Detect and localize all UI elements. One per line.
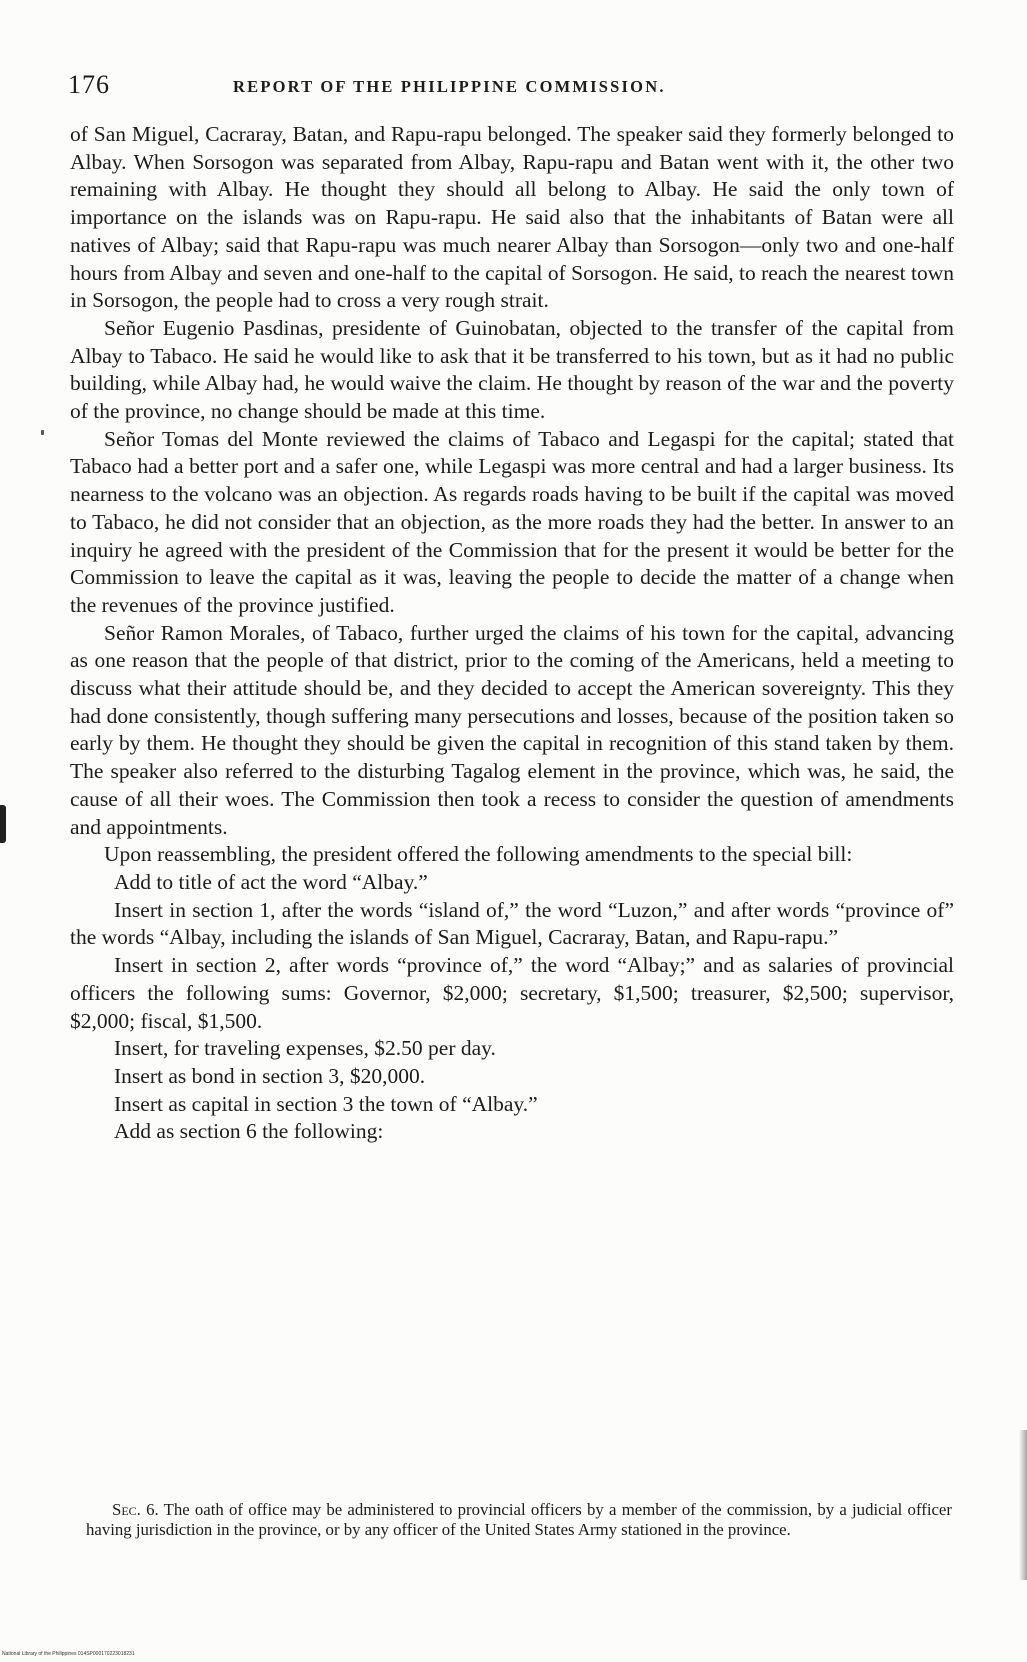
scan-edge-shadow: [1019, 1430, 1027, 1580]
library-stamp: National Library of the Philippines 014SP000170223018231: [2, 1651, 135, 1657]
quoted-section-6: [86, 1500, 952, 1540]
paragraph-del-monte: Señor Tomas del Monte reviewed the claims of Tabaco and Legaspi for the capital; stated that Tabaco had a better port and a safer one, while Legaspi was more central and had a larger business. Its nearness to the volcano was an objection. As regards roads having to be built if the capital was moved to Tabaco, he did not consider that an objection, as the more roads they had the better. In answer to an inquiry he agreed with the president of the Commission that for the present it would be better for the Commission to leave the capital as it was, leaving the people to decide the matter of a change when the revenues of the province justified.: [70, 426, 954, 617]
quoted-section-text: [86, 1500, 952, 1540]
paragraph-continuation: of San Miguel, Cacraray, Batan, and Rapu-rapu belonged. The speaker said they formerly belonged to Albay. When Sorsogon was separated from Albay, Rapu-rapu and Batan went with it, the other two remaining with Albay. He thought they should all belong to Albay. He said the only town of importance on the islands was on Rapu-rapu. He said also that the inhabitants of Batan were all natives of Albay; said that Rapu-rapu was much nearer Albay than Sorsogon—only two and one-half hours from Albay and seven and one-half to the capital of Sorsogon. He said, to reach the nearest town in Sorsogon, the people had to cross a very rough strait.: [70, 122, 954, 313]
amendment-capital: Insert as capital in section 3 the town of “Albay.”: [114, 1091, 538, 1116]
amendment-section-2: Insert in section 2, after words “province of,” the word “Albay;” and as salaries of provincial officers the following sums: Governor, $2,000; secretary, $1,500; treasurer, $2,500; supervisor, $2,000; fiscal, $1,500.: [70, 953, 954, 1033]
amendment-travel: Insert, for traveling expenses, $2.50 per day.: [114, 1036, 496, 1061]
section-body: The oath of office may be administered to provincial officers by a member of the commission, by a judicial officer having jurisdiction in the province, or by any officer of the United States Army stationed in the province.: [86, 1500, 952, 1539]
paragraph-reassembling: Upon reassembling, the president offered the following amendments to the special bill:: [104, 842, 853, 867]
paragraph-morales: Señor Ramon Morales, of Tabaco, further urged the claims of his town for the capital, advancing as one reason that the people of that district, prior to the coming of the Americans, held a meeting to discuss what their attitude should be, and they decided to accept the American sovereignty. This they had done consistently, though suffering many persecutions and losses, because of the position taken so early by them. He thought they should be given the capital in recognition of this stand taken by them. The speaker also referred to the disturbing Tagalog element in the province, which was, he said, the cause of all their woes. The Commission then took a recess to consider the question of amendments and appointments.: [70, 620, 954, 839]
scan-speck: [41, 430, 44, 435]
section-label: Sec. 6.: [112, 1500, 159, 1519]
page-number: 176: [68, 70, 110, 99]
amendment-section-1: Insert in section 1, after the words “island of,” the word “Luzon,” and after words “province of” the words “Albay, including the islands of San Miguel, Cacraray, Batan, and Rapu-rapu.”: [70, 897, 954, 950]
amendment-title: Add to title of act the word “Albay.”: [114, 869, 428, 894]
amendment-section-6: Add as section 6 the following:: [114, 1119, 384, 1144]
body-text: [70, 121, 954, 1146]
scan-binding-mark: [0, 805, 6, 843]
running-title: REPORT OF THE PHILIPPINE COMMISSION.: [233, 77, 666, 96]
page-header: [68, 70, 956, 106]
amendment-bond: Insert as bond in section 3, $20,000.: [114, 1063, 426, 1088]
paragraph-pasdinas: Señor Eugenio Pasdinas, presidente of Guinobatan, objected to the transfer of the capital from Albay to Tabaco. He said he would like to ask that it be transferred to his town, but as it had no public building, while Albay had, he would waive the claim. He thought by reason of the war and the poverty of the province, no change should be made at this time.: [70, 315, 954, 424]
